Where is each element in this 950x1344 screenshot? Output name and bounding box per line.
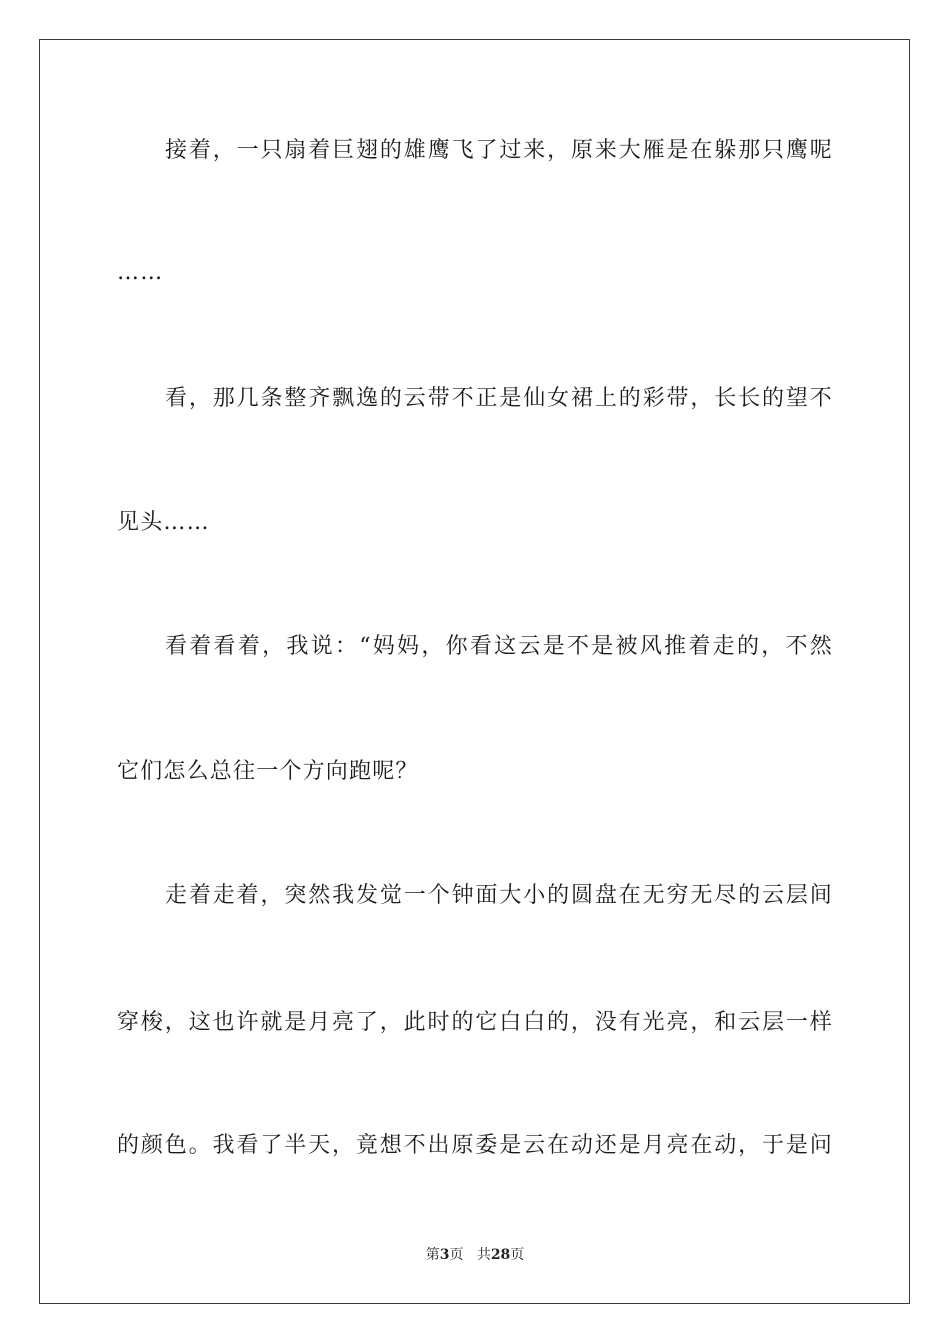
page-label-prefix: 第 [425,1247,440,1263]
paragraph-1-line-2: …… [117,260,164,285]
paragraph-3-line-1: 看着看着，我说：“妈妈，你看这云是不是被风推着走的，不然 [165,634,833,659]
page-border [39,39,910,1304]
paragraph-3-line-2: 它们怎么总往一个方向跑呢？ [117,759,419,784]
page-label-suffix: 页 [449,1247,464,1263]
paragraph-2-line-2: 见头…… [117,510,210,535]
paragraph-1-line-1: 接着，一只扇着巨翅的雄鹰飞了过来，原来大雁是在躲那只鹰呢 [165,138,833,163]
paragraph-4-line-2: 穿梭，这也许就是月亮了，此时的它白白的，没有光亮，和云层一样 [117,1010,833,1035]
page-footer [0,1246,950,1264]
paragraph-4-line-3: 的颜色。我看了半天，竟想不出原委是云在动还是月亮在动，于是问 [117,1133,833,1158]
total-label-suffix: 页 [510,1247,525,1263]
paragraph-4-line-1: 走着走着，突然我发觉一个钟面大小的圆盘在无穷无尽的云层间 [165,883,833,908]
total-pages: 28 [490,1247,511,1263]
paragraph-2-line-1: 看，那几条整齐飘逸的云带不正是仙女裙上的彩带，长长的望不 [165,386,833,411]
page-number: 3 [439,1247,450,1263]
total-label-prefix: 共 [476,1247,491,1263]
